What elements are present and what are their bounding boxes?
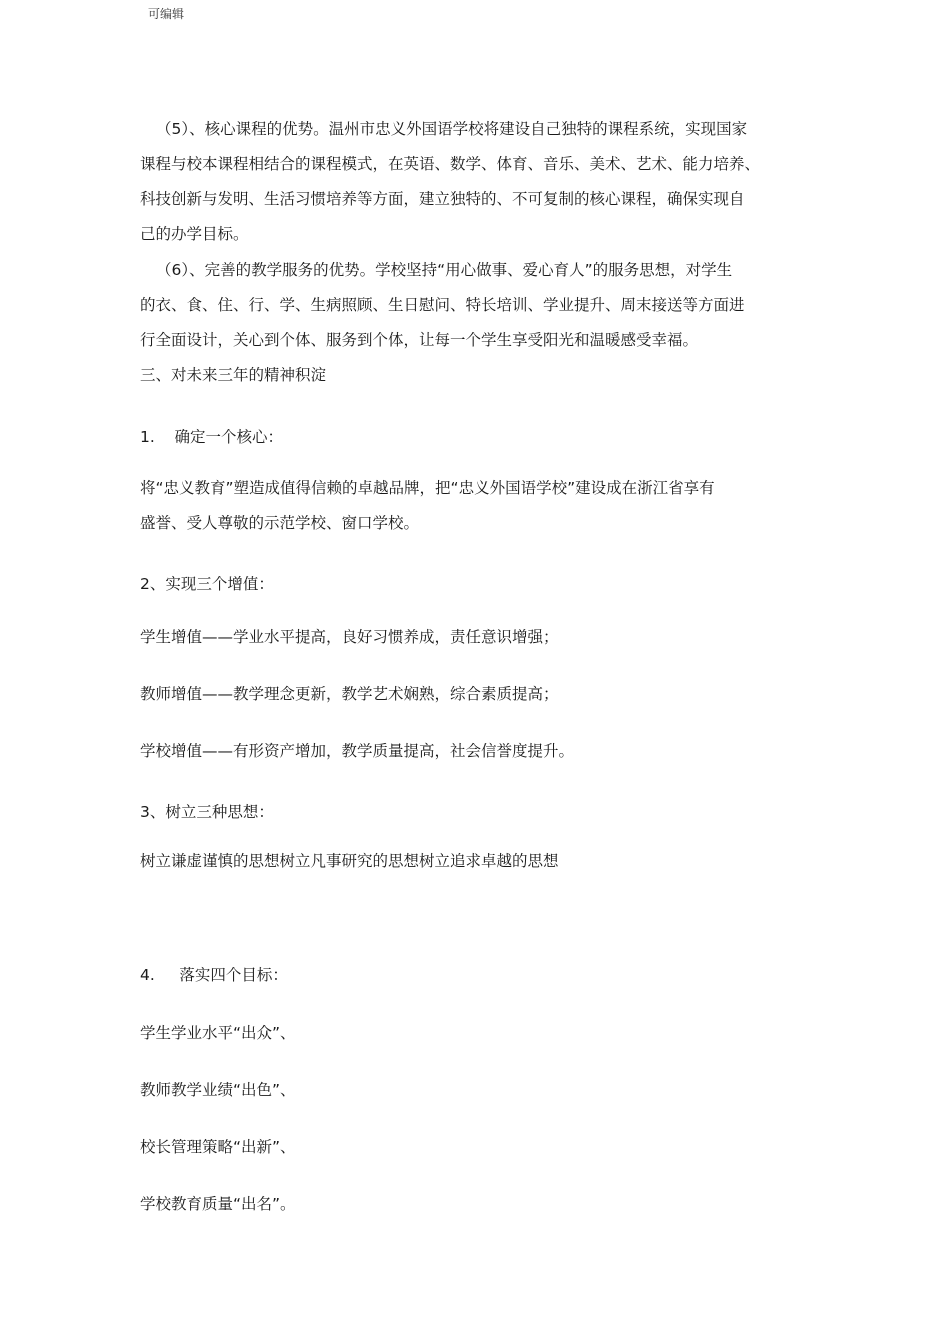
student-goal: 学生学业水平“出众”、 (140, 1024, 296, 1042)
item-6-paragraph (140, 253, 820, 358)
item-6-line: 的衣、食、住、行、学、生病照顾、生日慰问、特长培训、学业提升、周末接送等方面进 (140, 296, 745, 314)
editable-note: 可编辑 (148, 7, 185, 21)
school-value-add: 学校增值——有形资产增加，教学质量提高，社会信誉度提升。 (140, 742, 575, 760)
core-heading: 1. 确定一个核心： (140, 428, 283, 446)
item-5-paragraph (140, 112, 820, 252)
teacher-value-add: 教师增值——教学理念更新，教学艺术娴熟，综合素质提高； (140, 685, 559, 703)
thoughts-heading: 3、树立三种思想： (140, 803, 274, 821)
item-5-line: 己的办学目标。 (140, 225, 249, 243)
value-add-heading: 2、实现三个增值： (140, 575, 274, 593)
student-value-add: 学生增值——学业水平提高，良好习惯养成，责任意识增强； (140, 628, 559, 646)
school-goal: 学校教育质量“出名”。 (140, 1195, 296, 1213)
section-3-heading: 三、对未来三年的精神积淀 (140, 366, 327, 384)
principal-goal: 校长管理策略“出新”、 (140, 1138, 296, 1156)
core-line: 将“忠义教育”塑造成值得信赖的卓越品牌，把“忠义外国语学校”建设成在浙江省享有 (140, 479, 715, 497)
teacher-goal: 教师教学业绩“出色”、 (140, 1081, 296, 1099)
core-paragraph (140, 471, 820, 541)
item-5-line: 课程与校本课程相结合的课程模式，在英语、数学、体育、音乐、美术、艺术、能力培养、 (140, 155, 761, 173)
item-6-line: （6）、完善的教学服务的优势。学校坚持“用心做事、爱心育人”的服务思想，对学生 (156, 261, 733, 279)
item-5-line: 科技创新与发明、生活习惯培养等方面，建立独特的、不可复制的核心课程，确保实现自 (140, 190, 745, 208)
item-6-line: 行全面设计，关心到个体、服务到个体，让每一个学生享受阳光和温暖感受幸福。 (140, 331, 699, 349)
thoughts-text: 树立谦虚谨慎的思想树立凡事研究的思想树立追求卓越的思想 (140, 852, 559, 870)
core-line: 盛誉、受人尊敬的示范学校、窗口学校。 (140, 514, 420, 532)
goals-heading: 4. 落实四个目标： (140, 966, 288, 984)
item-5-line: （5）、核心课程的优势。温州市忠义外国语学校将建设自己独特的课程系统，实现国家 (156, 120, 748, 138)
